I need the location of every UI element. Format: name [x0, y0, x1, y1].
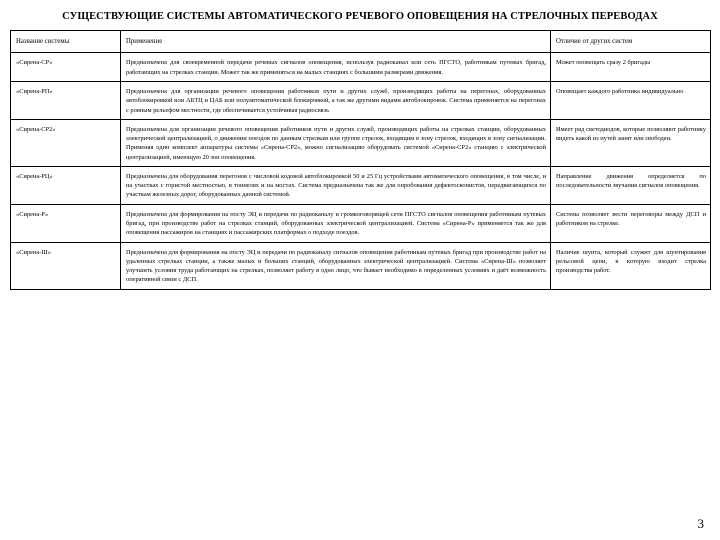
table-header [11, 30, 711, 53]
table-body [11, 53, 711, 289]
cell-system-name: «Сирена-РЦ» [11, 166, 121, 204]
cell-difference: Наличие шунта, который служит для шунтирования рельсовой цепи, в которую входит стрелка производства работ. [551, 242, 711, 289]
table-row [11, 119, 711, 166]
cell-difference: Направление движения определяется по последовательности звучания сигналов оповещения. [551, 166, 711, 204]
cell-difference: Имеет ряд светодиодов, которые позволяют работнику видеть какой из путей занят или свободен. [551, 119, 711, 166]
table-row [11, 166, 711, 204]
page-title: СУЩЕСТВУЮЩИЕ СИСТЕМЫ АВТОМАТИЧЕСКОГО РЕЧЕВОГО ОПОВЕЩЕНИЯ НА СТРЕЛОЧНЫХ ПЕРЕВОДАХ [62, 11, 658, 22]
table-row [11, 53, 711, 82]
table-row [11, 81, 711, 119]
cell-purpose: Предназначена для организации речевого оповещения работников пути и других служб, производящих работы на перегонах, оборудованных автоблокировкой или АБТЦ и ЦАБ или полуавтоматической блокировкой, а так же другими видами автоблокировок. Система применяется на перегонах с ровным рельефом местности, где обеспечивается устойчивая радиосвязь [121, 81, 551, 119]
column-header-difference: Отличие от других систем [551, 30, 711, 53]
cell-purpose: Предназначена для организации речевого оповещения работников пути и других служб, производящих работы на стрелках станции, оборудованных электрической централизацией, о движении поездов по данным стрелкам или группе стрелок, входящим в зону стрелок, входящих в зону сигнализации. Применяя один комплект аппаратуры системы «Сирена-СР2», можно сигнализацию оборудовать системой «Сирена-СР2» станцию с электрической централизацией, имеющую 20 зон оповещения. [121, 119, 551, 166]
cell-system-name: «Сирена-Р» [11, 204, 121, 242]
table-row [11, 242, 711, 289]
cell-system-name: «Сирена-Ш» [11, 242, 121, 289]
table-row [11, 204, 711, 242]
cell-system-name: «Сирена-СР2» [11, 119, 121, 166]
cell-difference: Может оповещать сразу 2 бригады [551, 53, 711, 82]
page-number: 3 [697, 516, 704, 531]
cell-purpose: Предназначена для формирования на посту ЭЦ и передачи по радиоканалу и громкоговорящей сети ПГСТО сигналов оповещения работникам путевых бригад, при производстве работ на стрелках станций, оборудованных электрической централизацией. Система «Сирена-Р» применяется так же для оповещения пассажиров на станциях и пассажирских платформах о подходе поездов. [121, 204, 551, 242]
cell-system-name: «Сирена-СР» [11, 53, 121, 82]
cell-purpose: Предназначена для своевременной передачи речевых сигналов оповещения, используя радиоканал или сеть ПГСТО, работникам путевых бригад, работающих на стрелках станции. Может так же применяться на малых станциях с большими размерами движения. [121, 53, 551, 82]
cell-difference: Оповещает каждого работника индивидуально [551, 81, 711, 119]
cell-purpose: Предназначена для оборудования перегонов с числовой кодовой автоблокировкой 50 и 25 Гц устройствами автоматического оповещения, в том числе, и на участках с гористой местностью, в тоннелях и на мостах. Система предназначена так же для опробования дефектоскопистов, передвигающихся по участкам железных дорог, оборудованных данной системой. [121, 166, 551, 204]
systems-table [10, 30, 711, 290]
column-header-purpose: Применение [121, 30, 551, 53]
cell-purpose: Предназначена для формирования на посту ЭЦ и передачи по радиоканалу сигналов оповещения работникам путевых бригад при производстве работ на удаленных стрелках станции, а также малых и больших станций, оборудованных электрической централизацией. Система «Сирена-Ш» позволяет улучшить условия труда работающих на стрелках, позволяет работу в одно лицо, что бывает необходимо в определенных условиях и даёт возможность оперативной связи с ДСП. [121, 242, 551, 289]
cell-difference: Система позволяет вести переговоры между ДСП и работником на стрелке. [551, 204, 711, 242]
cell-system-name: «Сирена-РП» [11, 81, 121, 119]
column-header-name: Название системы [11, 30, 121, 53]
table-header-row [11, 30, 711, 53]
